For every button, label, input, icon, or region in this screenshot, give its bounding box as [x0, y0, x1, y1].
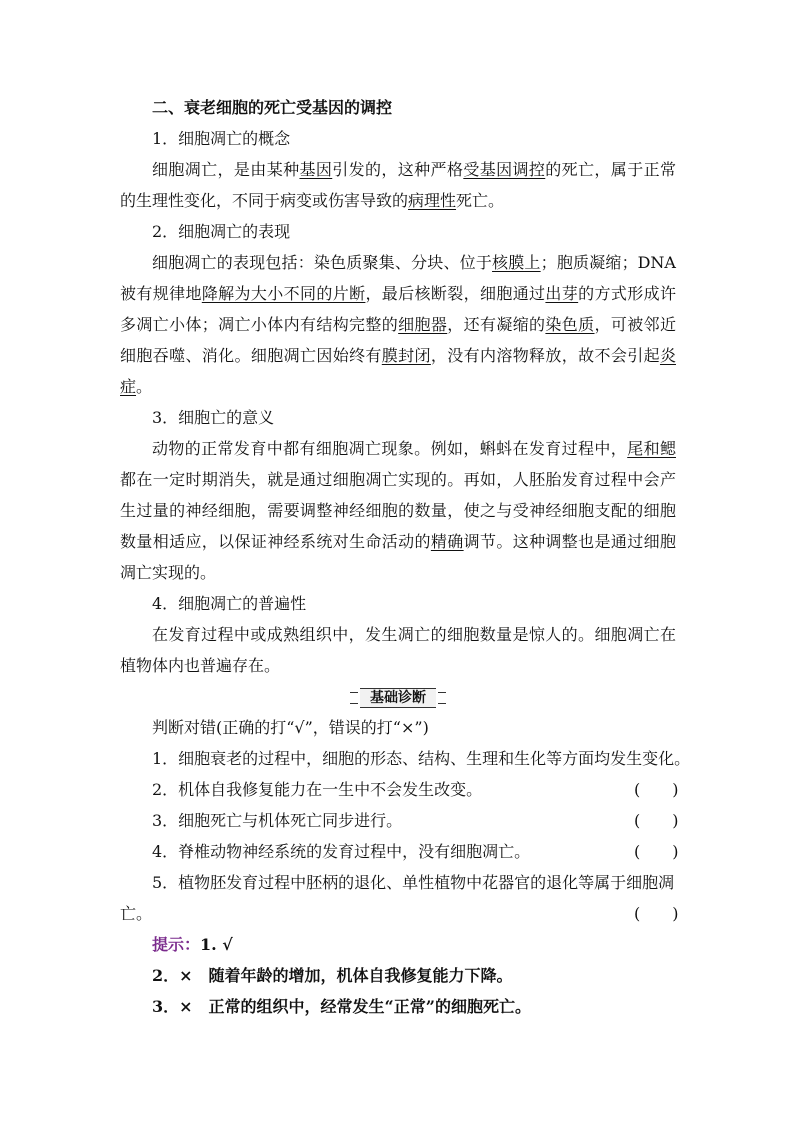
question-3	[120, 805, 679, 836]
answer-text: 1. √	[200, 935, 233, 954]
question-2	[120, 774, 679, 805]
question-text: 2．机体自我修复能力在一生中不会发生改变。	[152, 780, 483, 799]
hint-answer-1	[120, 929, 676, 960]
answer-blank[interactable]: ( )	[634, 842, 679, 861]
paragraph-apoptosis-concept: 细胞凋亡，是由某种基因引发的，这种严格受基因调控的死亡，属于正常的生理性变化，不同于病变或伤害导致的病理性死亡。	[120, 160, 676, 210]
heading-apoptosis-features: 2．细胞凋亡的表现	[152, 222, 291, 241]
basic-diagnosis-badge: 基础诊断	[360, 688, 436, 708]
paragraph-apoptosis-universality: 在发育过程中或成熟组织中，发生凋亡的细胞数量是惊人的。细胞凋亡在植物体内也普遍存在。	[120, 625, 676, 675]
question-text: 3．细胞死亡与机体死亡同步进行。	[152, 811, 403, 830]
judge-instructions: 判断对错(正确的打“√”，错误的打“×”)	[152, 718, 429, 737]
document-page	[120, 92, 691, 1022]
basic-diagnosis-banner	[120, 681, 676, 712]
heading-apoptosis-significance: 3．细胞亡的意义	[152, 408, 275, 427]
heading-apoptosis-concept: 1．细胞凋亡的概念	[152, 129, 291, 148]
answer-blank[interactable]: ( )	[634, 780, 679, 799]
hint-answer-3: 3．× 正常的组织中，经常发生“正常”的细胞死亡。	[152, 997, 531, 1016]
hint-label: 提示：	[152, 935, 201, 954]
paragraph-apoptosis-features: 细胞凋亡的表现包括：染色质聚集、分块、位于核膜上；胞质凝缩；DNA被有规律地降解为大小不同的片断，最后核断裂，细胞通过出芽的方式形成许多凋亡小体；凋亡小体内有结构完整的细胞器，还有凝缩的染色质，可被邻近细胞吞噬、消化。细胞凋亡因始终有膜封闭，没有内溶物释放，故不会引起炎症。	[120, 253, 676, 396]
heading-apoptosis-universality: 4．细胞凋亡的普遍性	[152, 594, 307, 613]
question-4	[120, 836, 679, 867]
question-5: 5．植物胚发育过程中胚柄的退化、单性植物中花器官的退化等属于细胞凋	[152, 873, 675, 892]
answer-blank[interactable]: ( )	[634, 811, 679, 830]
hint-answer-2: 2．× 随着年龄的增加，机体自我修复能力下降。	[152, 966, 513, 985]
question-5-continued	[120, 898, 679, 929]
answer-blank[interactable]: ( )	[634, 904, 679, 923]
question-1: 1．细胞衰老的过程中，细胞的形态、结构、生理和生化等方面均发生变化。	[152, 749, 691, 768]
paragraph-apoptosis-significance: 动物的正常发育中都有细胞凋亡现象。例如，蝌蚪在发育过程中，尾和鳃都在一定时期消失，就是通过细胞凋亡实现的。再如，人胚胎发育过程中会产生过量的神经细胞，需要调整神经细胞的数量，使之与受神经细胞支配的细胞数量相适应，以保证神经系统对生命活动的精确调节。这种调整也是通过细胞凋亡实现的。	[120, 439, 676, 582]
question-text: 4．脊椎动物神经系统的发育过程中，没有细胞凋亡。	[152, 842, 531, 861]
question-text: 亡。	[120, 904, 153, 923]
section-title: 二、衰老细胞的死亡受基因的调控	[152, 98, 393, 117]
